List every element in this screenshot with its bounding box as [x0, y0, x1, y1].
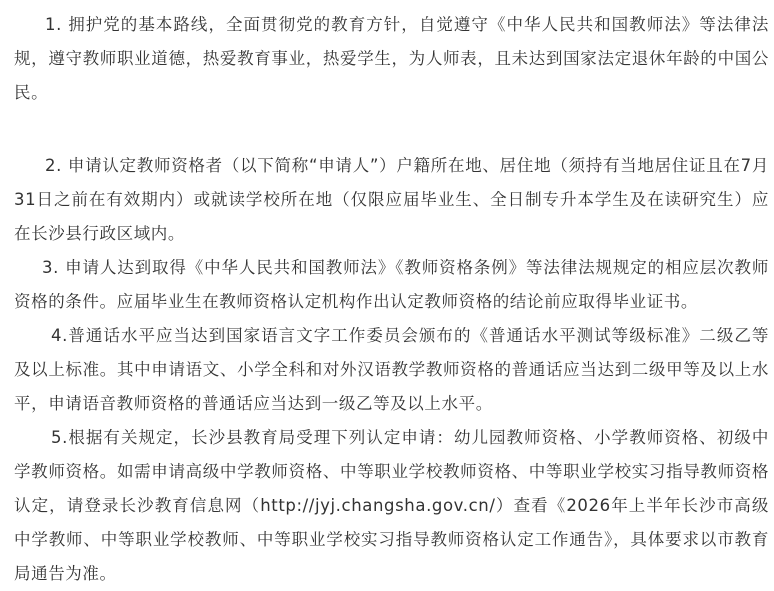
paragraph-2: 2. 申请认定教师资格者（以下简称“申请人”）户籍所在地、居住地（须持有当地居住证且在7月31日之前在有效期内）或就读学校所在地（仅限应届毕业生、全日制专升本学生及在读研究生）应在长沙县行政区域内。: [14, 156, 769, 243]
paragraph-4: 4.普通话水平应当达到国家语言文字工作委员会颁布的《普通话水平测试等级标准》二级乙等及以上标准。其中申请语文、小学全科和对外汉语教学教师资格的普通话应当达到二级甲等及以上水平，申请语音教师资格的普通话应当达到一级乙等及以上水平。: [14, 326, 769, 413]
document-body: [14, 0, 769, 591]
paragraph-5: 5.根据有关规定，长沙县教育局受理下列认定申请：幼儿园教师资格、小学教师资格、初级中学教师资格。如需申请高级中学教师资格、中等职业学校教师资格、中等职业学校实习指导教师资格认定，请登录长沙教育信息网（http://jyj.changsha.gov.cn/）查看《2026年上半年长沙市高级中学教师、中等职业学校教师、中等职业学校实习指导教师资格认定工作通告》，具体要求以市教育局通告为准。: [14, 428, 769, 583]
paragraph-1: 1. 拥护党的基本路线，全面贯彻党的教育方针，自觉遵守《中华人民共和国教师法》等法律法规，遵守教师职业道德，热爱教育事业，热爱学生，为人师表，且未达到国家法定退休年龄的中国公民。: [14, 15, 769, 102]
paragraph-3: 3. 申请人达到取得《中华人民共和国教师法》《教师资格条例》等法律法规规定的相应层次教师资格的条件。应届毕业生在教师资格认定机构作出认定教师资格的结论前应取得毕业证书。: [14, 258, 769, 311]
